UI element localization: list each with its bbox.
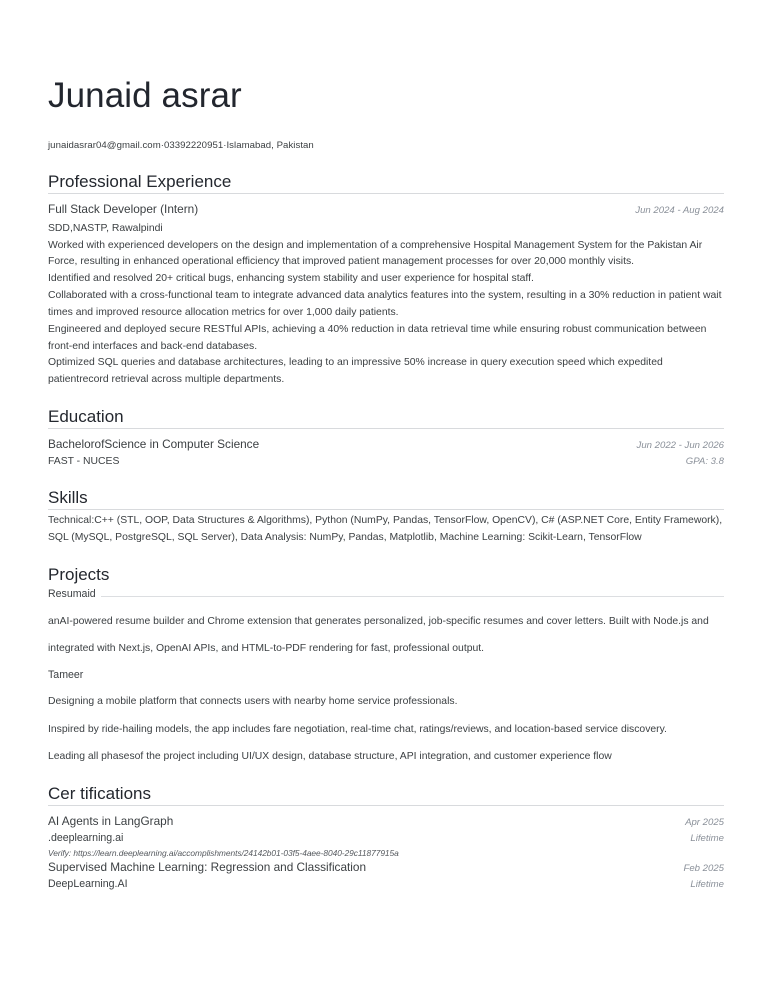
certification-entry	[48, 813, 724, 859]
certification-validity: Lifetime	[690, 832, 724, 844]
candidate-name: Junaid asrar	[48, 76, 242, 115]
section-professional-experience	[48, 171, 724, 390]
section-divider	[48, 428, 724, 429]
section-heading-experience	[48, 171, 724, 194]
section-heading-certifications	[48, 783, 724, 806]
project-name	[48, 587, 724, 603]
education-entry-header	[48, 436, 724, 454]
education-gpa: GPA: 3.8	[685, 456, 724, 468]
certification-validity: Lifetime	[690, 878, 724, 890]
experience-organization: SDD,NASTP, Rawalpindi	[48, 223, 163, 235]
project-item	[48, 668, 724, 684]
project-description-line: anAI-powered resume builder and Chrome extension that generates personalized, job-specific resumes and cover letters. Built with Node.js and	[48, 615, 709, 627]
certification-verify-link[interactable]: Verify: https://learn.deeplearning.ai/accomplishments/24142b01-03f5-4aee-8040-29c11877915a	[48, 847, 399, 858]
section-heading-certifications-label: Cer tifications	[48, 784, 155, 803]
section-certifications	[48, 783, 724, 893]
certification-entry-header	[48, 813, 724, 831]
experience-bullets	[48, 238, 724, 390]
experience-bullet: Identified and resolved 20+ critical bugs, enhancing system stability and user experience for hospital staff.	[48, 273, 534, 285]
section-heading-projects-label: Projects	[48, 565, 113, 584]
section-heading-education	[48, 406, 724, 429]
section-heading-education-label: Education	[48, 407, 128, 426]
certification-title: Supervised Machine Learning: Regression and Classification	[48, 860, 367, 875]
section-heading-skills-label: Skills	[48, 488, 92, 507]
certification-entry-subrow	[48, 831, 724, 847]
contact-line: junaidasrar04@gmail.com·03392220951·Islamabad, Pakistan	[48, 140, 314, 151]
section-divider	[48, 193, 724, 194]
experience-bullet: Optimized SQL queries and database architectures, leading to an impressive 50% increase in query execution speed which expedited patientrecord retrieval across multiple departments.	[48, 357, 663, 386]
certification-organization: DeepLearning.AI	[48, 877, 128, 890]
experience-bullet: Worked with experienced developers on the design and implementation of a comprehensive Hospital Management System for the Pakistan Air Force, resulting in enhanced operational efficiency that improved patient management processes for over 20,000 monthly visits.	[48, 239, 703, 268]
experience-job-title: Full Stack Developer (Intern)	[48, 201, 199, 216]
certification-entry-subrow	[48, 877, 724, 893]
section-education	[48, 406, 724, 470]
project-name-label: Resumaid	[48, 588, 101, 600]
experience-bullet: Engineered and deployed secure RESTful APIs, achieving a 40% reduction in data retrieval time while ensuring robust communication between front-end interfaces and back-end databases.	[48, 323, 707, 352]
project-name	[48, 668, 724, 684]
certification-title: AI Agents in LangGraph	[48, 814, 174, 828]
education-date-range: Jun 2022 - Jun 2026	[636, 440, 724, 452]
project-name-label: Tameer	[48, 669, 88, 681]
experience-date-range: Jun 2024 - Aug 2024	[635, 204, 724, 216]
skills-text: Technical:C++ (STL, OOP, Data Structures & Algorithms), Python (NumPy, Pandas, TensorFlow, OpenCV), C# (ASP.NET Core, Entity Framework), SQL (MySQL, PostgreSQL, SQL Server), Data Analysis: NumPy, Pandas, Matplotlib, Machine Learning: Scikit-Learn, TensorFlow	[48, 515, 723, 544]
project-description-line: Designing a mobile platform that connects users with nearby home service professionals.	[48, 696, 458, 708]
experience-bullet: Collaborated with a cross-functional team to integrate advanced data analytics features into the system, resulting in a 30% reduction in patient wait times and improved resource allocation metrics for over 1,000 daily patients.	[48, 290, 722, 318]
project-description-line: Inspired by ride-hailing models, the app includes fare negotiation, real-time chat, ratings/reviews, and location-based service discovery.	[48, 723, 667, 735]
project-description-line: Leading all phasesof the project including UI/UX design, database structure, API integration, and customer experience flow	[48, 750, 612, 762]
project-description-line: integrated with Next.js, OpenAI APIs, and HTML-to-PDF rendering for fast, professional output.	[48, 642, 485, 654]
experience-entry-header	[48, 201, 724, 219]
education-degree: BachelorofScience in Computer Science	[48, 437, 260, 452]
project-description	[48, 694, 724, 765]
resume-content	[48, 0, 724, 893]
education-entry	[48, 436, 724, 470]
section-divider	[48, 509, 724, 510]
certification-date: Apr 2025	[685, 817, 724, 828]
project-description	[48, 614, 724, 658]
certification-entry-header	[48, 859, 724, 877]
certification-date: Feb 2025	[683, 863, 724, 875]
section-heading-experience-label: Professional Experience	[48, 172, 235, 191]
section-heading-projects	[48, 564, 724, 587]
project-item	[48, 587, 724, 603]
certification-entry	[48, 859, 724, 893]
section-skills	[48, 487, 724, 547]
education-entry-subrow	[48, 454, 724, 470]
section-projects	[48, 564, 724, 766]
experience-entry	[48, 201, 724, 389]
section-divider	[48, 805, 724, 806]
certification-organization: .deeplearning.ai	[48, 831, 124, 844]
section-heading-skills	[48, 487, 724, 510]
education-institution: FAST - NUCES	[48, 456, 120, 468]
